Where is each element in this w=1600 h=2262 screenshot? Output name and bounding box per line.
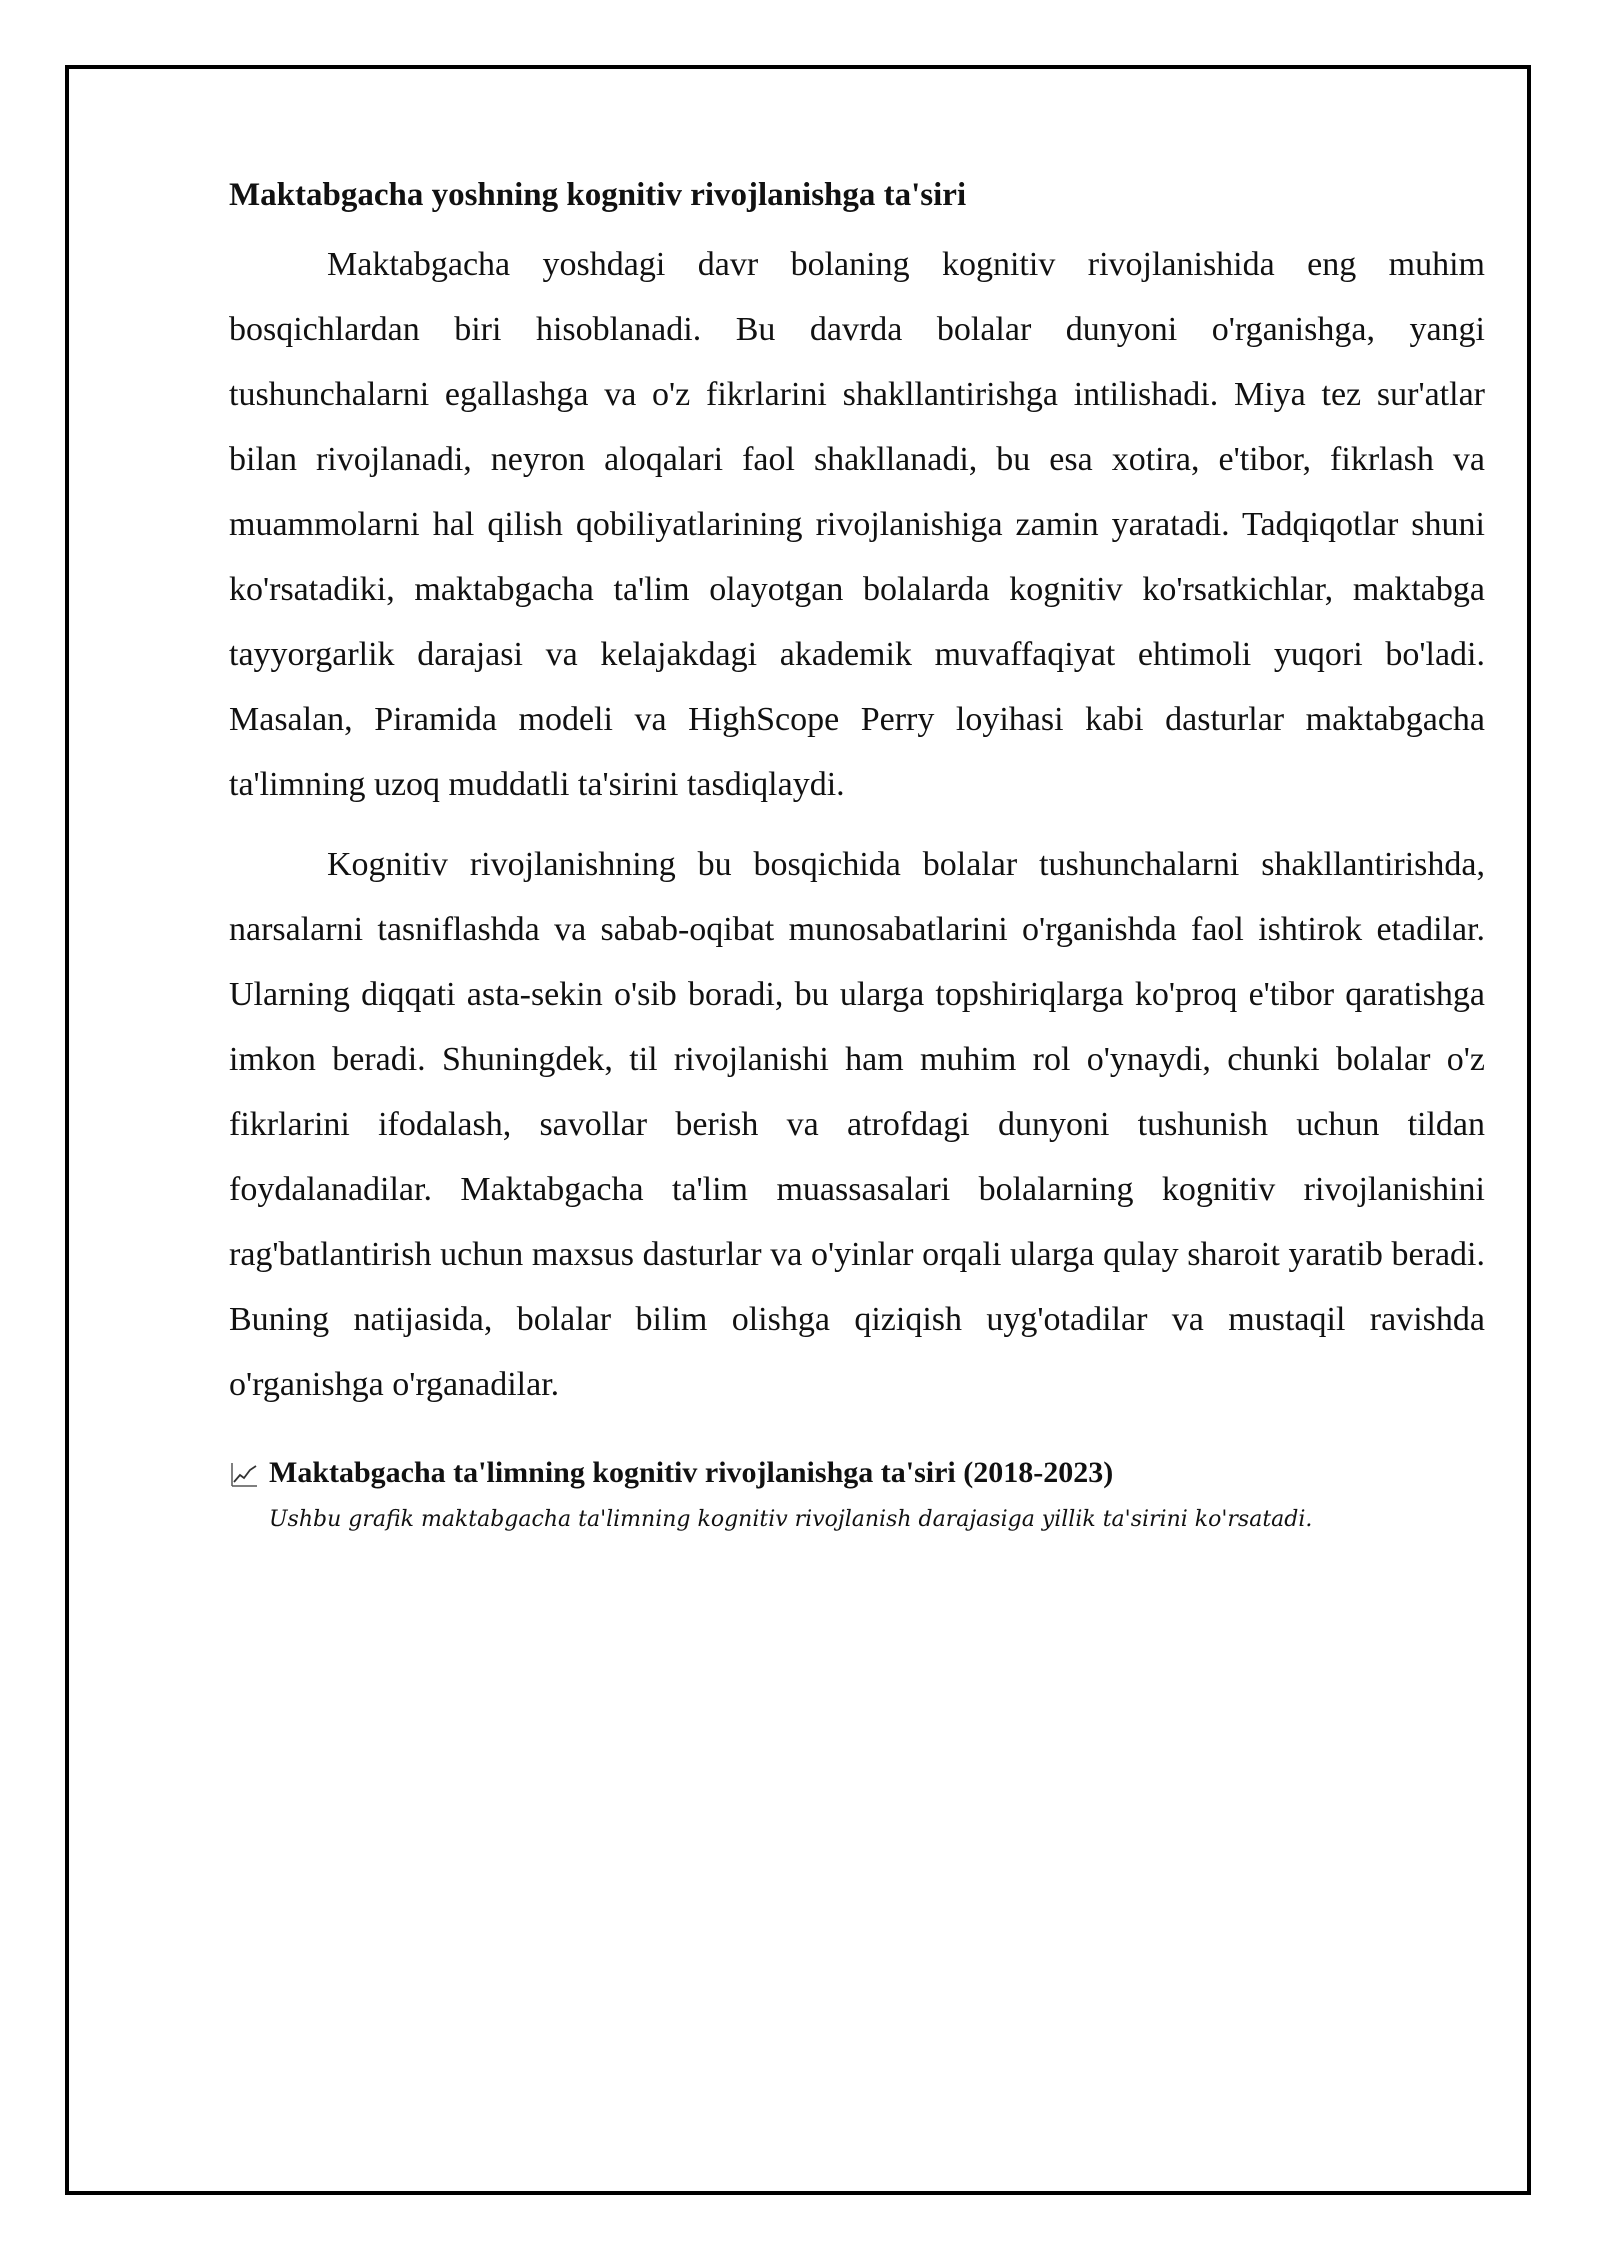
figure-title: Maktabgacha ta'limning kognitiv rivojlanishga ta'siri (2018-2023) bbox=[269, 1456, 1114, 1489]
document-body bbox=[229, 170, 1485, 1536]
paragraph-2: Kognitiv rivojlanishning bu bosqichida bolalar tushunchalarni shakllantirishda, narsalarni tasniflashda va sabab-oqibat munosabatlarini o'rganishda faol ishtirok etadilar. Ularning diqqati asta-sekin o'sib boradi, bu ularga topshiriqlarga ko'proq e'tibor qaratishga imkon beradi. Shuningdek, til rivojlanishi ham muhim rol o'ynaydi, chunki bolalar o'z fikrlarini ifodalash, savollar berish va atrofdagi dunyoni tushunish uchun tildan foydalanadilar. Maktabgacha ta'lim muassasalari bolalarning kognitiv rivojlanishini rag'batlantirish uchun maxsus dasturlar va o'yinlar orqali ularga qulay sharoit yaratib beradi. Buning natijasida, bolalar bilim olishga qiziqish uyg'otadilar va mustaqil ravishda o'rganishga o'rganadilar. bbox=[229, 846, 1485, 1403]
figure-description: Ushbu grafik maktabgacha ta'limning kognitiv rivojlanish darajasiga yillik ta'sirini ko'rsatadi. bbox=[269, 1507, 1313, 1532]
paragraph-1: Maktabgacha yoshdagi davr bolaning kognitiv rivojlanishida eng muhim bosqichlardan biri hisoblanadi. Bu davrda bolalar dunyoni o'rganishga, yangi tushunchalarni egallashga va o'z fikrlarini shakllantirishga intilishadi. Miya tez sur'atlar bilan rivojlanadi, neyron aloqalari faol shakllanadi, bu esa xotira, e'tibor, fikrlash va muammolarni hal qilish qobiliyatlarining rivojlanishiga zamin yaratadi. Tadqiqotlar shuni ko'rsatadiki, maktabgacha ta'lim olayotgan bolalarda kognitiv ko'rsatkichlar, maktabga tayyorgarlik darajasi va kelajakdagi akademik muvaffaqiyat ehtimoli yuqori bo'ladi. Masalan, Piramida modeli va HighScope Perry loyihasi kabi dasturlar maktabgacha ta'limning uzoq muddatli ta'sirini tasdiqlaydi. bbox=[229, 246, 1485, 803]
chart-increasing-icon bbox=[229, 1459, 259, 1487]
figure-caption bbox=[229, 1452, 1485, 1494]
section-heading: Maktabgacha yoshning kognitiv rivojlanishga ta'siri bbox=[229, 177, 967, 213]
